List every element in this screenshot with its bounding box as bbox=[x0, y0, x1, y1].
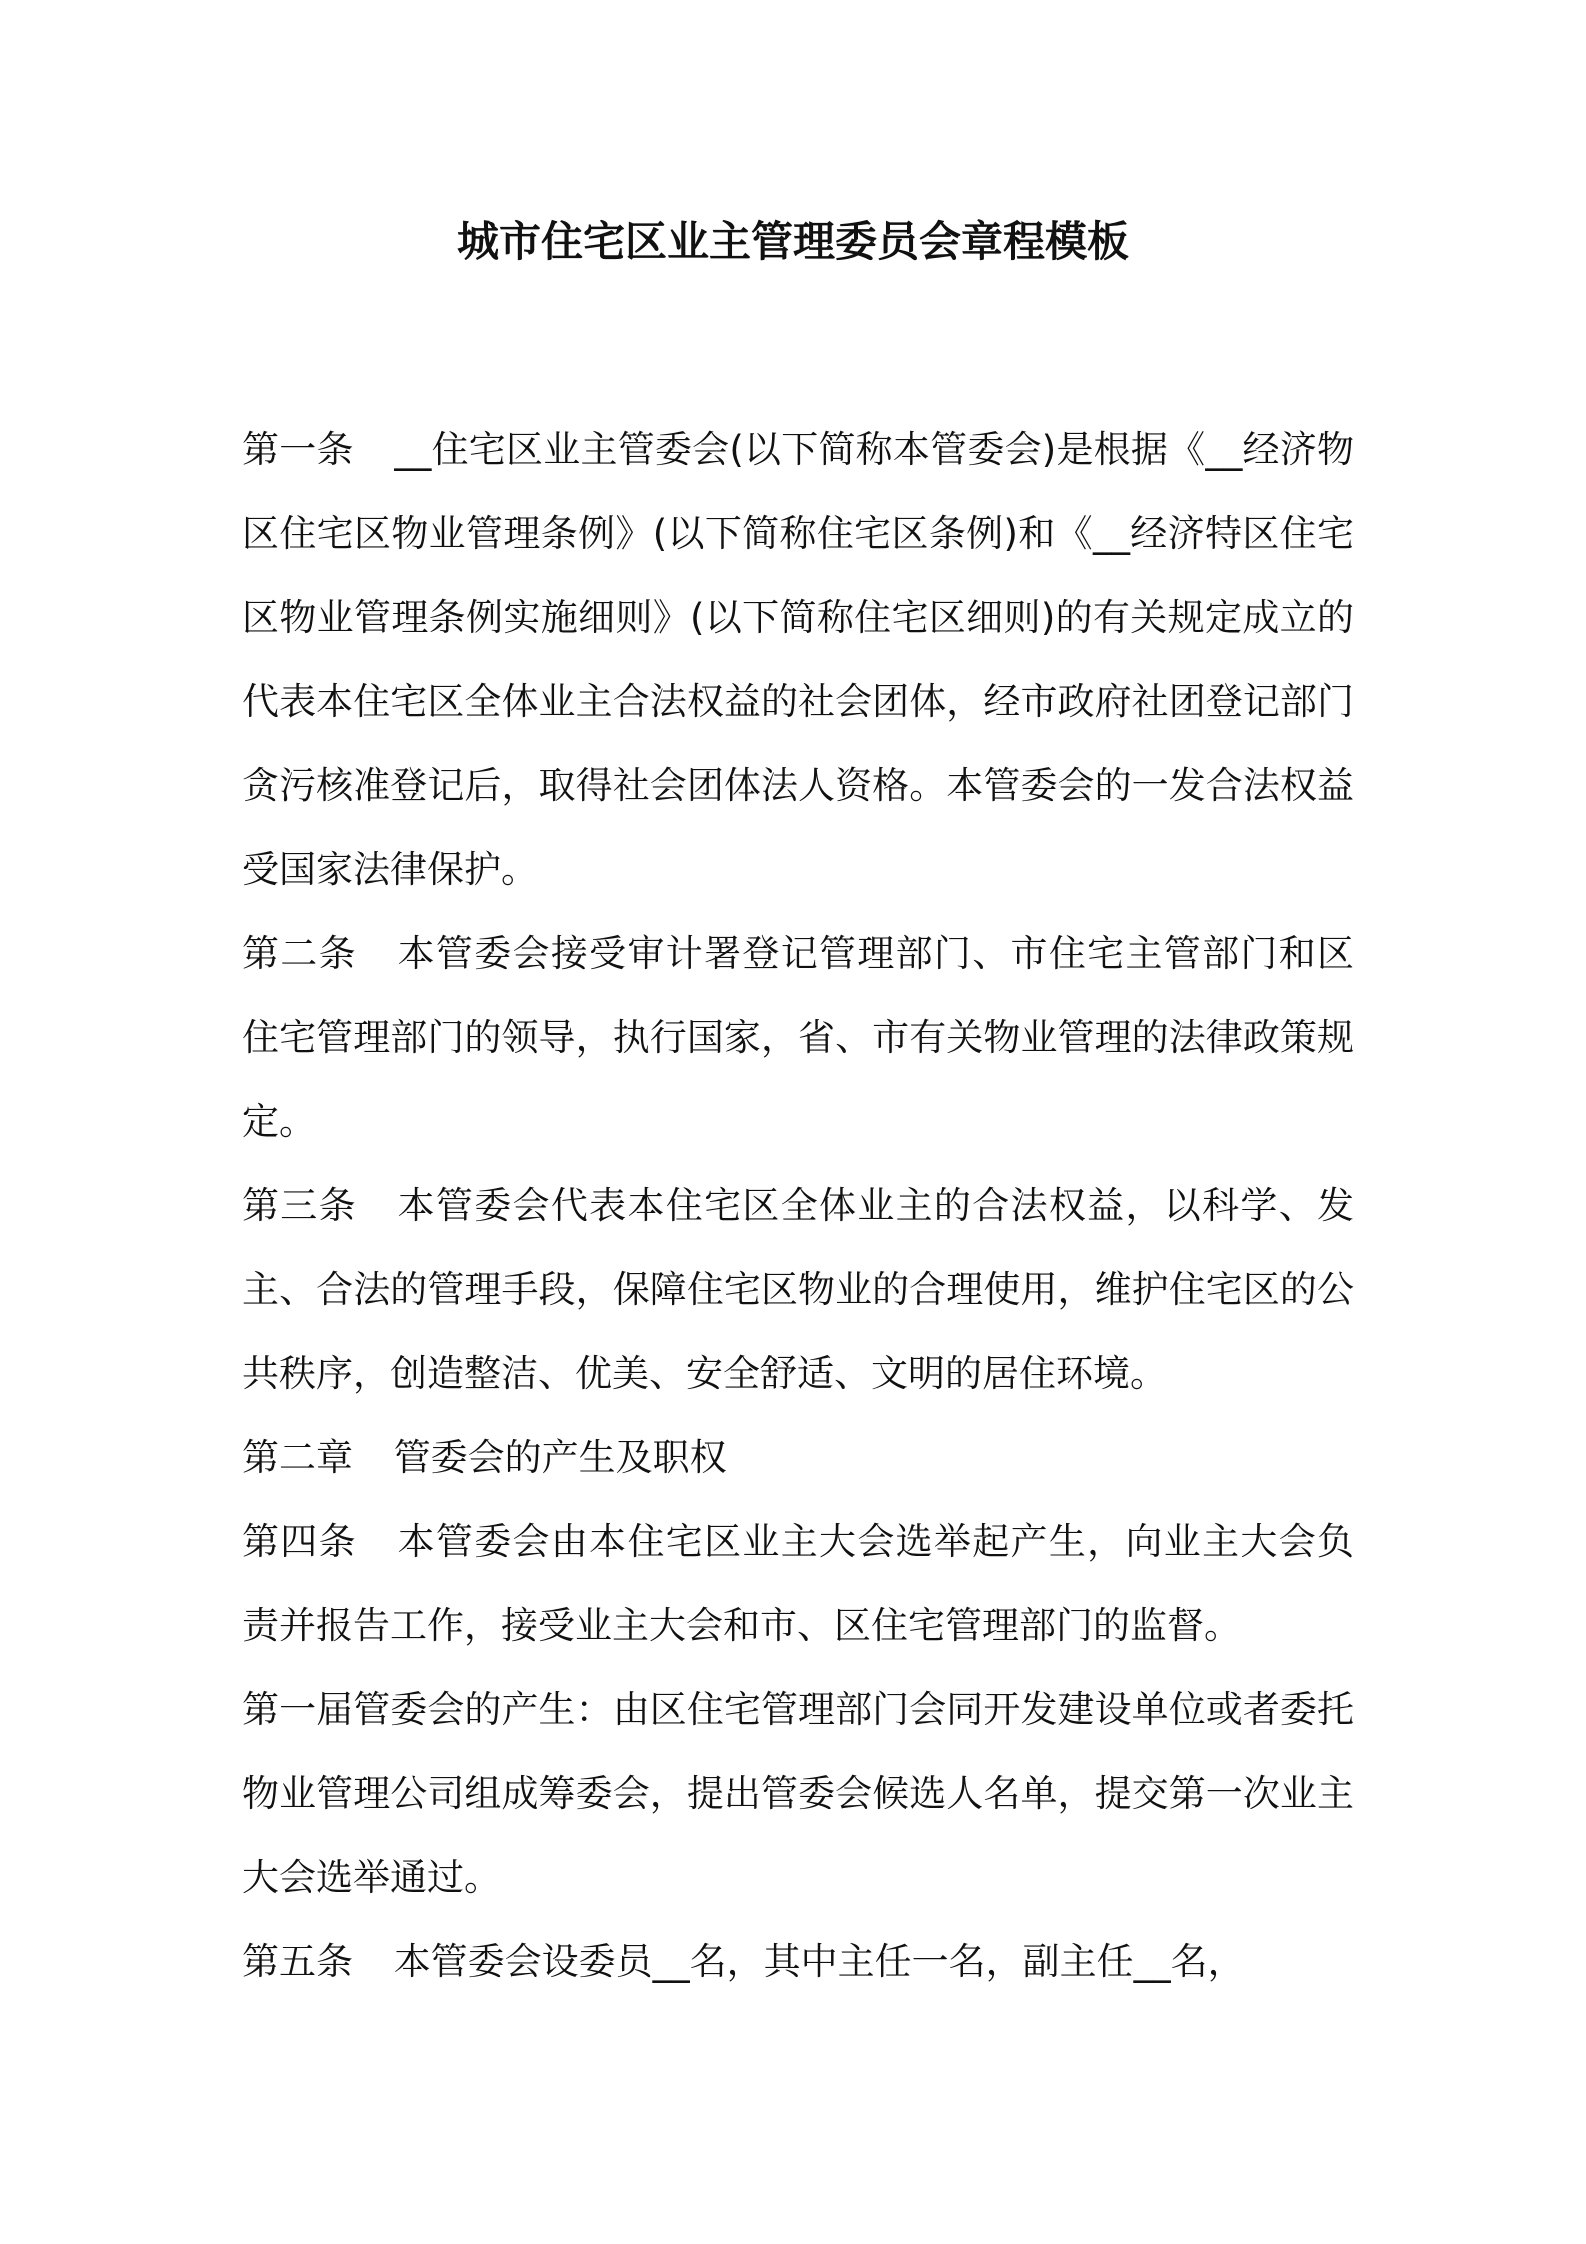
article-paragraph bbox=[242, 1500, 1354, 1668]
article-label: 第一条 bbox=[242, 428, 354, 471]
article-text: 本管委会接受审计署登记管理部门、市住宅主管部门和区住宅管理部门的领导，执行国家，省、市有关物业管理的法律政策规定。 bbox=[242, 932, 1355, 1143]
article-paragraph bbox=[242, 1164, 1354, 1416]
paragraph-text: 第一届管委会的产生：由区住宅管理部门会同开发建设单位或者委托物业管理公司组成筹委会，提出管委会候选人名单，提交第一次业主大会选举通过。 bbox=[242, 1688, 1354, 1899]
chapter-label: 第二章 bbox=[242, 1436, 353, 1479]
article-text: 本管委会由本住宅区业主大会选举起产生，向业主大会负责并报告工作，接受业主大会和市、区住宅管理部门的监督。 bbox=[242, 1520, 1355, 1647]
article-text: 本管委会代表本住宅区全体业主的合法权益，以科学、发主、合法的管理手段，保障住宅区物业的合理使用，维护住宅区的公共秩序，创造整洁、优美、安全舒适、文明的居住环境。 bbox=[242, 1184, 1355, 1395]
article-text: 本管委会设委员__名，其中主任一名，副主任__名， bbox=[393, 1940, 1245, 1983]
article-label: 第五条 bbox=[242, 1940, 353, 1983]
chapter-heading bbox=[242, 1416, 1354, 1500]
article-paragraph bbox=[242, 408, 1354, 912]
article-text: __住宅区业主管委会(以下简称本管委会)是根据《__经济物区住宅区物业管理条例》(以下简称住宅区条例)和《__经济特区住宅区物业管理条例实施细则》(以下简称住宅区细则)的有关规定成立的代表本住宅区全体业主合法权益的社会团体，经市政府社团登记部门贪污核准登记后，取得社会团体法人资格。本管委会的一发合法权益受国家法律保护。 bbox=[242, 428, 1354, 891]
article-paragraph bbox=[242, 912, 1354, 1164]
article-label: 第二条 bbox=[242, 932, 357, 975]
article-label: 第四条 bbox=[242, 1520, 357, 1563]
article-label: 第三条 bbox=[242, 1184, 357, 1227]
document-body bbox=[242, 408, 1354, 2004]
article-paragraph bbox=[242, 1920, 1354, 2004]
document-title: 城市住宅区业主管理委员会章程模板 bbox=[456, 217, 1129, 266]
chapter-title: 管委会的产生及职权 bbox=[393, 1436, 727, 1479]
continuation-paragraph bbox=[242, 1668, 1354, 1920]
